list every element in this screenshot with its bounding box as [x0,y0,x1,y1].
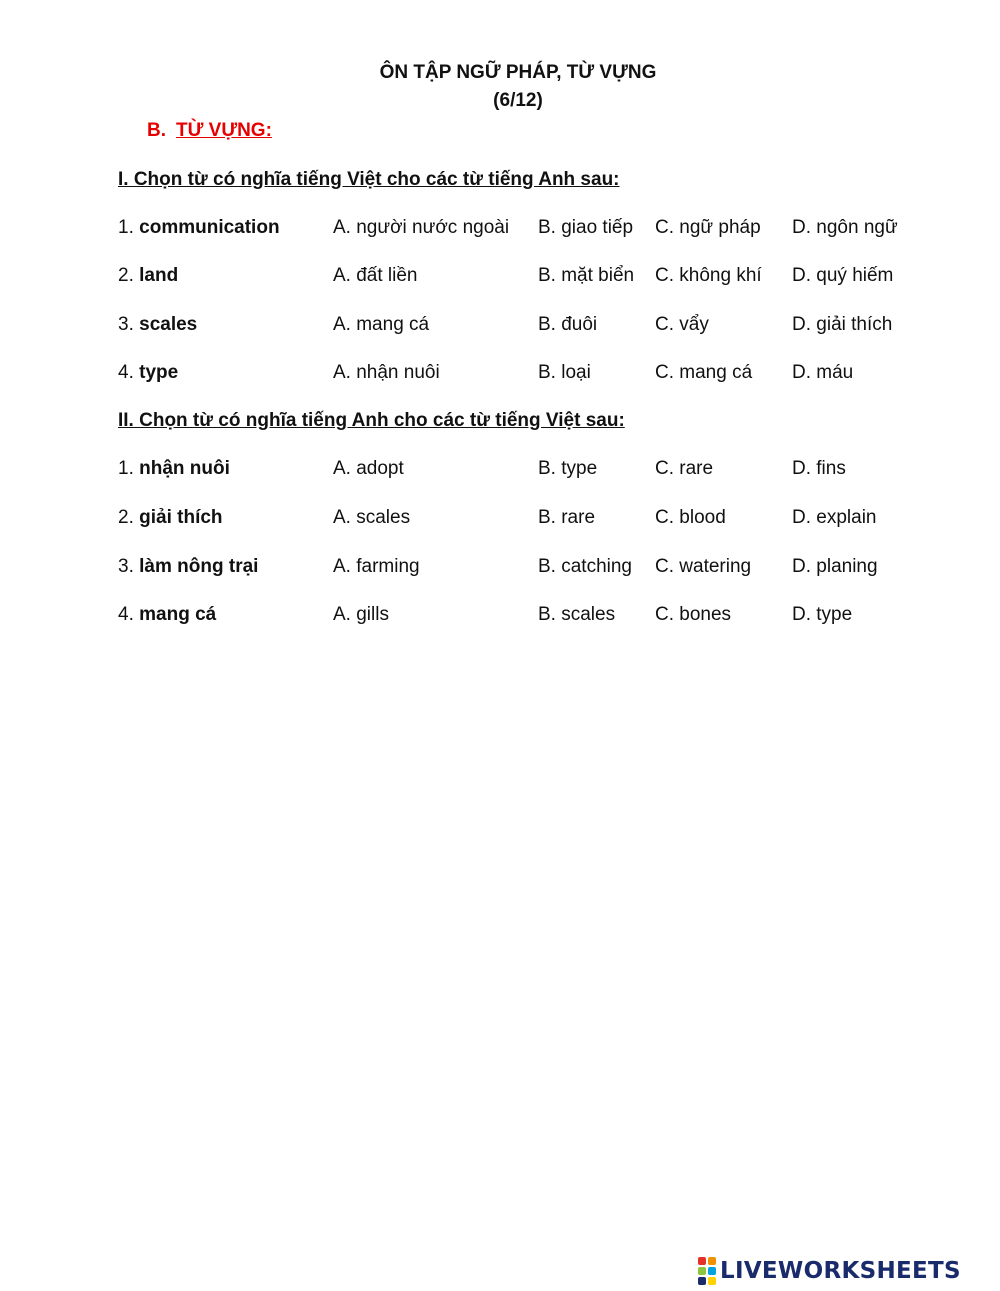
question-term [118,312,197,338]
option-d[interactable]: D. type [792,604,853,625]
question-number: 4. [118,362,134,383]
question-number: 2. [118,265,134,286]
option-b[interactable]: B. đuôi [538,314,598,335]
question-word: land [139,265,179,286]
question-number: 4. [118,604,134,625]
question-row [0,312,1000,338]
question-word: scales [139,314,198,335]
option-c[interactable]: C. rare [655,458,714,479]
logo-block [708,1267,716,1275]
page-title: ÔN TẬP NGỮ PHÁP, TỪ VỰNG [379,62,657,83]
option-a[interactable]: A. scales [333,507,411,528]
option-d[interactable]: D. quý hiếm [792,265,894,286]
question-row [0,263,1000,289]
logo-block [698,1267,706,1275]
logo-block [698,1257,706,1265]
logo-text: LIVEWORKSHEETS [720,1258,961,1284]
option-c[interactable]: C. bones [655,604,732,625]
option-a[interactable]: A. mang cá [333,314,430,335]
option-d[interactable]: D. giải thích [792,314,893,335]
option-d[interactable]: D. ngôn ngữ [792,217,898,238]
part2-heading: II. Chọn từ có nghĩa tiếng Anh cho các từ tiếng Việt sau: [118,410,625,431]
logo-block [698,1277,706,1285]
question-term [118,263,178,289]
option-b[interactable]: B. type [538,458,598,479]
question-row [0,360,1000,386]
option-d[interactable]: D. fins [792,458,846,479]
option-c[interactable]: C. ngữ pháp [655,217,761,238]
question-number: 1. [118,458,134,479]
part1-heading: I. Chọn từ có nghĩa tiếng Việt cho các từ tiếng Anh sau: [118,169,620,190]
section-label [147,120,272,142]
option-d[interactable]: D. planing [792,556,878,577]
question-number: 2. [118,507,134,528]
option-c[interactable]: C. watering [655,556,752,577]
question-number: 3. [118,314,134,335]
question-term [118,505,223,531]
logo-block [708,1257,716,1265]
option-c[interactable]: C. blood [655,507,726,528]
question-number: 1. [118,217,134,238]
option-c[interactable]: C. vẩy [655,314,709,335]
option-b[interactable]: B. catching [538,556,632,577]
liveworksheets-logo [698,1255,961,1287]
option-b[interactable]: B. scales [538,604,616,625]
question-term [118,456,230,482]
question-word: mang cá [139,604,217,625]
question-row [0,602,1000,628]
question-row [0,505,1000,531]
option-a[interactable]: A. farming [333,556,420,577]
option-b[interactable]: B. mặt biển [538,265,635,286]
option-c[interactable]: C. mang cá [655,362,753,383]
question-row [0,215,1000,241]
option-a[interactable]: A. gills [333,604,389,625]
option-a[interactable]: A. đất liền [333,265,418,286]
option-d[interactable]: D. máu [792,362,854,383]
section-title: TỪ VỰNG: [176,120,272,141]
question-row [0,456,1000,482]
option-b[interactable]: B. giao tiếp [538,217,634,238]
question-row [0,554,1000,580]
question-word: type [139,362,179,383]
question-word: làm nông trại [139,556,259,577]
option-c[interactable]: C. không khí [655,265,762,286]
question-word: giải thích [139,507,223,528]
question-word: communication [139,217,280,238]
liveworksheets-logo-icon [698,1257,716,1285]
option-a[interactable]: A. người nước ngoài [333,217,510,238]
section-letter: B. [147,120,166,141]
question-word: nhận nuôi [139,458,230,479]
question-term [118,360,178,386]
question-term [118,602,216,628]
question-number: 3. [118,556,134,577]
option-b[interactable]: B. rare [538,507,596,528]
option-d[interactable]: D. explain [792,507,877,528]
option-a[interactable]: A. adopt [333,458,404,479]
question-term [118,215,280,241]
logo-block [708,1277,716,1285]
question-term [118,554,258,580]
page-date: (6/12) [493,90,543,111]
option-b[interactable]: B. loại [538,362,591,383]
option-a[interactable]: A. nhận nuôi [333,362,440,383]
